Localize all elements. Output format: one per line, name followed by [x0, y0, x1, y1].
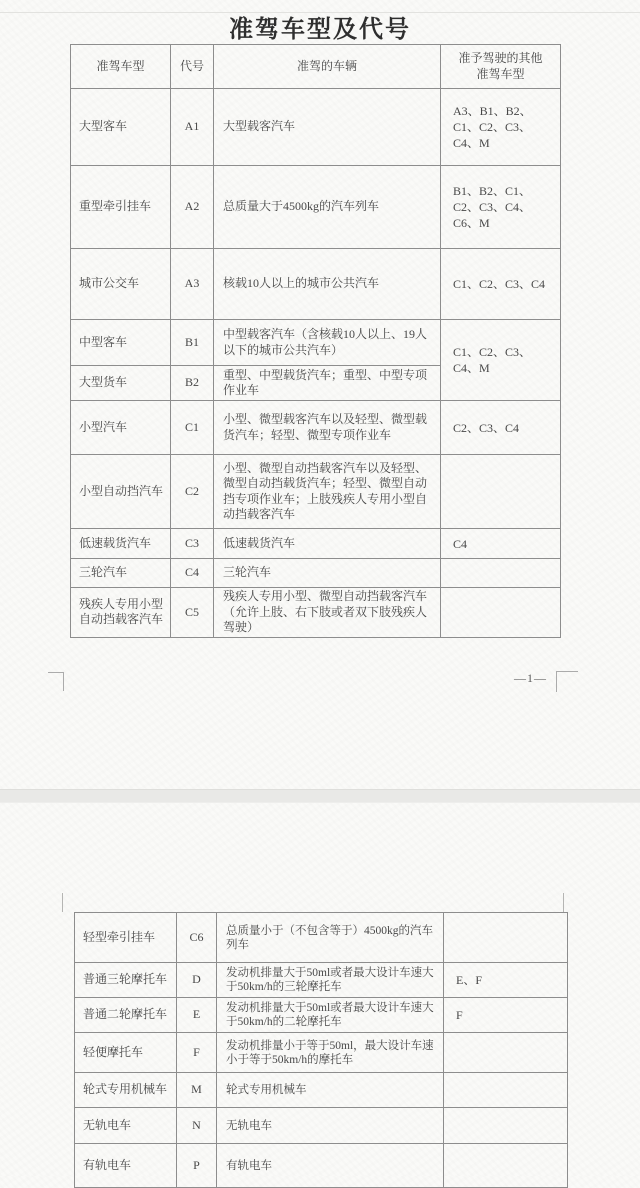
- table-row: [71, 320, 561, 366]
- margin-mark-top-right-page2: [563, 893, 564, 912]
- table-header-row: [71, 45, 561, 89]
- vehicles-cell: 轮式专用机械车: [217, 1073, 444, 1108]
- vehicle-type-cell: 大型客车: [71, 89, 171, 166]
- vehicles-cell: 核载10人以上的城市公共汽车: [214, 249, 441, 320]
- header-other-codes-label: 准予驾驶的其他准驾车型: [458, 51, 543, 81]
- vehicle-type-cell: 有轨电车: [75, 1144, 177, 1188]
- code-cell: N: [177, 1108, 217, 1144]
- vehicle-type-cell: 轮式专用机械车: [75, 1073, 177, 1108]
- code-cell: B2: [171, 366, 214, 401]
- table-row: [71, 588, 561, 638]
- code-cell: C6: [177, 913, 217, 963]
- vehicle-type-cell: 小型自动挡汽车: [71, 455, 171, 529]
- vehicle-type-cell: 普通二轮摩托车: [75, 998, 177, 1033]
- code-cell: P: [177, 1144, 217, 1188]
- vehicles-cell: 小型、微型载客汽车以及轻型、微型载货汽车；轻型、微型专项作业车: [214, 401, 441, 455]
- vehicles-cell: 有轨电车: [217, 1144, 444, 1188]
- code-cell: M: [177, 1073, 217, 1108]
- table-row: [71, 401, 561, 455]
- other-codes-cell: [444, 1144, 568, 1188]
- vehicles-cell: 中型载客汽车（含核载10人以上、19人以下的城市公共汽车）: [214, 320, 441, 366]
- other-codes-cell: [441, 559, 561, 588]
- other-codes-cell-merged: C1、C2、C3、C4、M: [441, 320, 561, 401]
- header-vehicle-type: 准驾车型: [71, 45, 171, 89]
- page-separator-band: [0, 789, 640, 803]
- other-codes-cell: [444, 1033, 568, 1073]
- table-row: [75, 998, 568, 1033]
- other-codes-cell: A3、B1、B2、C1、C2、C3、C4、M: [441, 89, 561, 166]
- vehicles-cell: 三轮汽车: [214, 559, 441, 588]
- vehicle-type-cell: 普通三轮摩托车: [75, 963, 177, 998]
- margin-mark-bottom-left: [48, 672, 64, 691]
- vehicles-cell: 发动机排量小于等于50ml，最大设计车速小于等于50km/h的摩托车: [217, 1033, 444, 1073]
- vehicle-type-cell: 城市公交车: [71, 249, 171, 320]
- vehicle-type-cell: 低速载货汽车: [71, 529, 171, 559]
- code-cell: D: [177, 963, 217, 998]
- code-cell: A3: [171, 249, 214, 320]
- table-row: [75, 963, 568, 998]
- vehicles-cell: 低速载货汽车: [214, 529, 441, 559]
- header-permitted-vehicles: 准驾的车辆: [214, 45, 441, 89]
- license-codes-table-page1: [70, 44, 561, 638]
- other-codes-cell: B1、B2、C1、C2、C3、C4、C6、M: [441, 166, 561, 249]
- other-codes-cell: [444, 913, 568, 963]
- code-cell: A1: [171, 89, 214, 166]
- other-codes-cell: C4: [441, 529, 561, 559]
- vehicles-cell: 重型、中型载货汽车；重型、中型专项作业车: [214, 366, 441, 401]
- vehicles-cell: 发动机排量大于50ml或者最大设计车速大于50km/h的三轮摩托车: [217, 963, 444, 998]
- vehicles-cell: 小型、微型自动挡载客汽车以及轻型、微型自动挡载货汽车；轻型、微型自动挡专项作业车；上肢残疾人专用小型自动挡载客汽车: [214, 455, 441, 529]
- vehicle-type-cell: 大型货车: [71, 366, 171, 401]
- code-cell: C4: [171, 559, 214, 588]
- vehicle-type-cell: 残疾人专用小型自动挡载客汽车: [71, 588, 171, 638]
- vehicles-cell: 发动机排量大于50ml或者最大设计车速大于50km/h的二轮摩托车: [217, 998, 444, 1033]
- table-row: [71, 89, 561, 166]
- table-row: [75, 1073, 568, 1108]
- vehicle-type-cell: 轻型牵引挂车: [75, 913, 177, 963]
- code-cell: E: [177, 998, 217, 1033]
- vehicles-cell: 总质量大于4500kg的汽车列车: [214, 166, 441, 249]
- header-code: 代号: [171, 45, 214, 89]
- table-row: [71, 166, 561, 249]
- table-row: [71, 249, 561, 320]
- vehicle-type-cell: 三轮汽车: [71, 559, 171, 588]
- code-cell: F: [177, 1033, 217, 1073]
- table-row: [75, 1033, 568, 1073]
- vehicle-type-cell: 无轨电车: [75, 1108, 177, 1144]
- vehicle-type-cell: 轻便摩托车: [75, 1033, 177, 1073]
- table-row: [71, 455, 561, 529]
- code-cell: C3: [171, 529, 214, 559]
- table-row: [75, 1144, 568, 1188]
- vehicle-type-cell: 小型汽车: [71, 401, 171, 455]
- code-cell: B1: [171, 320, 214, 366]
- code-cell: A2: [171, 166, 214, 249]
- vehicles-cell: 无轨电车: [217, 1108, 444, 1144]
- margin-mark-top-left-page2: [62, 893, 63, 912]
- vehicles-cell: 残疾人专用小型、微型自动挡载客汽车（允许上肢、右下肢或者双下肢残疾人驾驶）: [214, 588, 441, 638]
- vehicles-cell: 大型载客汽车: [214, 89, 441, 166]
- other-codes-cell: [444, 1073, 568, 1108]
- code-cell: C1: [171, 401, 214, 455]
- table-row: [75, 913, 568, 963]
- table-row: [71, 559, 561, 588]
- margin-mark-bottom-right: [556, 671, 578, 692]
- license-codes-table-page2: [74, 912, 568, 1188]
- code-cell: C5: [171, 588, 214, 638]
- table-row: [75, 1108, 568, 1144]
- other-codes-cell: [444, 1108, 568, 1144]
- vehicle-type-cell: 重型牵引挂车: [71, 166, 171, 249]
- other-codes-cell: C2、C3、C4: [441, 401, 561, 455]
- vehicles-cell: 总质量小于（不包含等于）4500kg的汽车列车: [217, 913, 444, 963]
- other-codes-cell: [441, 588, 561, 638]
- code-cell: C2: [171, 455, 214, 529]
- document-title: 准驾车型及代号: [229, 17, 411, 43]
- other-codes-cell: C1、C2、C3、C4: [441, 249, 561, 320]
- other-codes-cell: F: [444, 998, 568, 1033]
- vehicle-type-cell: 中型客车: [71, 320, 171, 366]
- table-row: [71, 529, 561, 559]
- other-codes-cell: [441, 455, 561, 529]
- page-number: —1—: [514, 671, 547, 685]
- header-other-codes: [441, 45, 561, 89]
- other-codes-cell: E、F: [444, 963, 568, 998]
